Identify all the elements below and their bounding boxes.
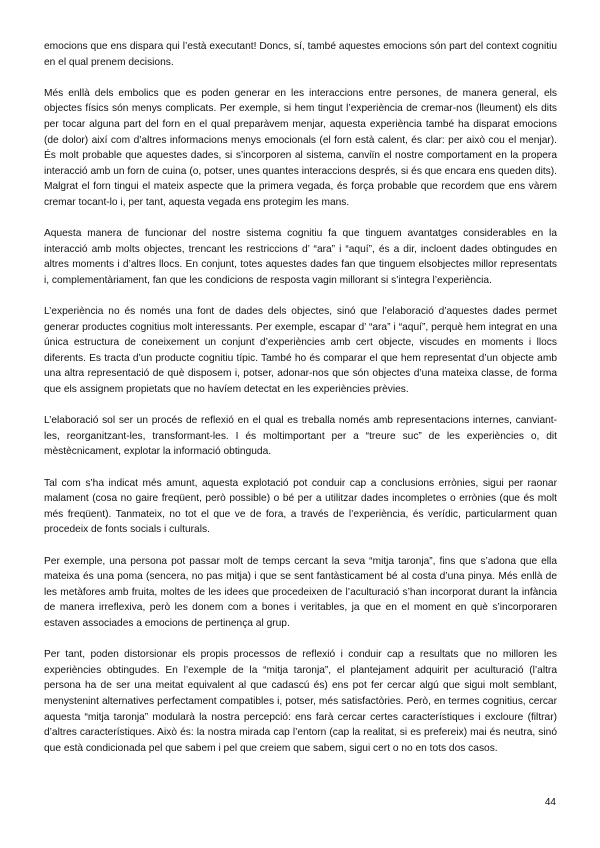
paragraph-6: Tal com s’ha indicat més amunt, aquesta explotació pot conduir cap a conclusions errònies, sigui per raonar malament (cosa no gaire freqüent, però possible) o bé per a utilitzar dades incompletes o errònies (que és molt més freqüent). Tanmateix, no tot el que ve de fora, a través de l’experiència, és verídic, particularment quan procedeix de fonts socials i culturals.	[44, 477, 557, 536]
paragraph-3: Aquesta manera de funcionar del nostre sistema cognitiu fa que tinguem avantatges considerables en la interacció amb molts objectes, trencant les restriccions d’ “ara” i “aquí”, és a dir, incloent dades obtingudes en altres moments i d’altres llocs. En conjunt, totes aquestes dades fan que tinguem elsobjectes millor representats i, complementàriament, fan que les condicions de resposta vagin millorant si s’integra l’experiència.	[44, 228, 557, 286]
paragraph-4: L’experiència no és només una font de dades dels objectes, sinó que l’elaboració d’aquestes dades permet generar productes cognitius molt interessants. Per exemple, escapar d’ “ara” i “aquí”, perquè hem integrat en una única estructura de coneixement un conjunt d’experiències amb cert objecte, viscudes en moments i llocs diferents. Es tracta d’un producte cognitiu típic. També ho és comparar el que hem representat d’un objecte amb una altra representació de què disposem i, potser, adonar-nos que són objectes d’una mateixa classe, de forma que els assignem propietats que no havíem detectat en les experiències prèvies.	[44, 306, 557, 396]
paragraph-8: Per tant, poden distorsionar els propis processos de reflexió i conduir cap a resultats que no milloren les experiències obtingudes. En l’exemple de la “mitja taronja”, el plantejament adquirit per aculturació (l’altra persona ha de ser una meitat equivalent al que cadascú és) ens pot fer cercar algú que sigui molt semblant, menystenint alternatives perfectament compatibles i, potser, més satisfactòries. Però, en termes cognitius, cercar aquesta “mitja taronja” modularà la nostra percepció: ens farà cercar certes característiques i excloure (filtrar) d’altres característiques. Això és: la nostra mirada cap l’entorn (cap la realitat, si es prefereix) mai és neutra, sinó que està condicionada pel que sabem i pel que creiem que sabem, sigui cert o no en tots dos casos.	[44, 649, 557, 754]
paragraph-7: Per exemple, una persona pot passar molt de temps cercant la seva “mitja taronja”, fins que s’adona que ella mateixa és una poma (sencera, no pas mitja) i que se sent fantàsticament bé al costa d’una pinya. Més enllà de les metàfores amb fruita, moltes de les idees que procedeixen de l’aculturació s’han incorporat durant la infància de manera irreflexiva, però les donem com a bones i veritables, ja que en el moment en què s’incorporaren estaven associades a emocions de pertinença al grup.	[44, 555, 557, 629]
paragraph-1: emocions que ens dispara qui l’està executant! Doncs, sí, també aquestes emocions són part del context cognitiu en el qual prenem decisions.	[44, 41, 557, 68]
page-number: 44	[544, 797, 556, 808]
paragraph-5: L’elaboració sol ser un procés de reflexió en el qual es treballa només amb representacions internes, canviant-les, reorganitzant-les, transformant-les. I és moltimportant per a “treure suc” de les experiències o, dit mèstècnicament, explotar la informació obtinguda.	[44, 415, 557, 458]
paragraph-2: Més enllà dels embolics que es poden generar en les interaccions entre persones, de manera general, els objectes físics són menys complicats. Per exemple, si hem tingut l’experiència de cremar-nos (lleument) els dits per tocar alguna part del forn en el qual preparàvem menjar, aquesta experiència també ha disparat emocions (de dolor) així com d’altres informacions menys emocionals (el forn està calent, és clar: per això cou el menjar). És molt probable que aquestes dades, si s’incorporen al sistema, canviïn el nostre comportament en la propera interacció amb un forn de cuina (o, potser, unes quantes interaccions després, si és que encara ens queden dits). Malgrat el forn tingui el mateix aspecte que la primera vegada, és força probable que recordem que ens vàrem cremar tocant-lo i, per tant, aquesta vegada ens protegim les mans.	[44, 87, 557, 208]
body-text	[44, 39, 557, 772]
